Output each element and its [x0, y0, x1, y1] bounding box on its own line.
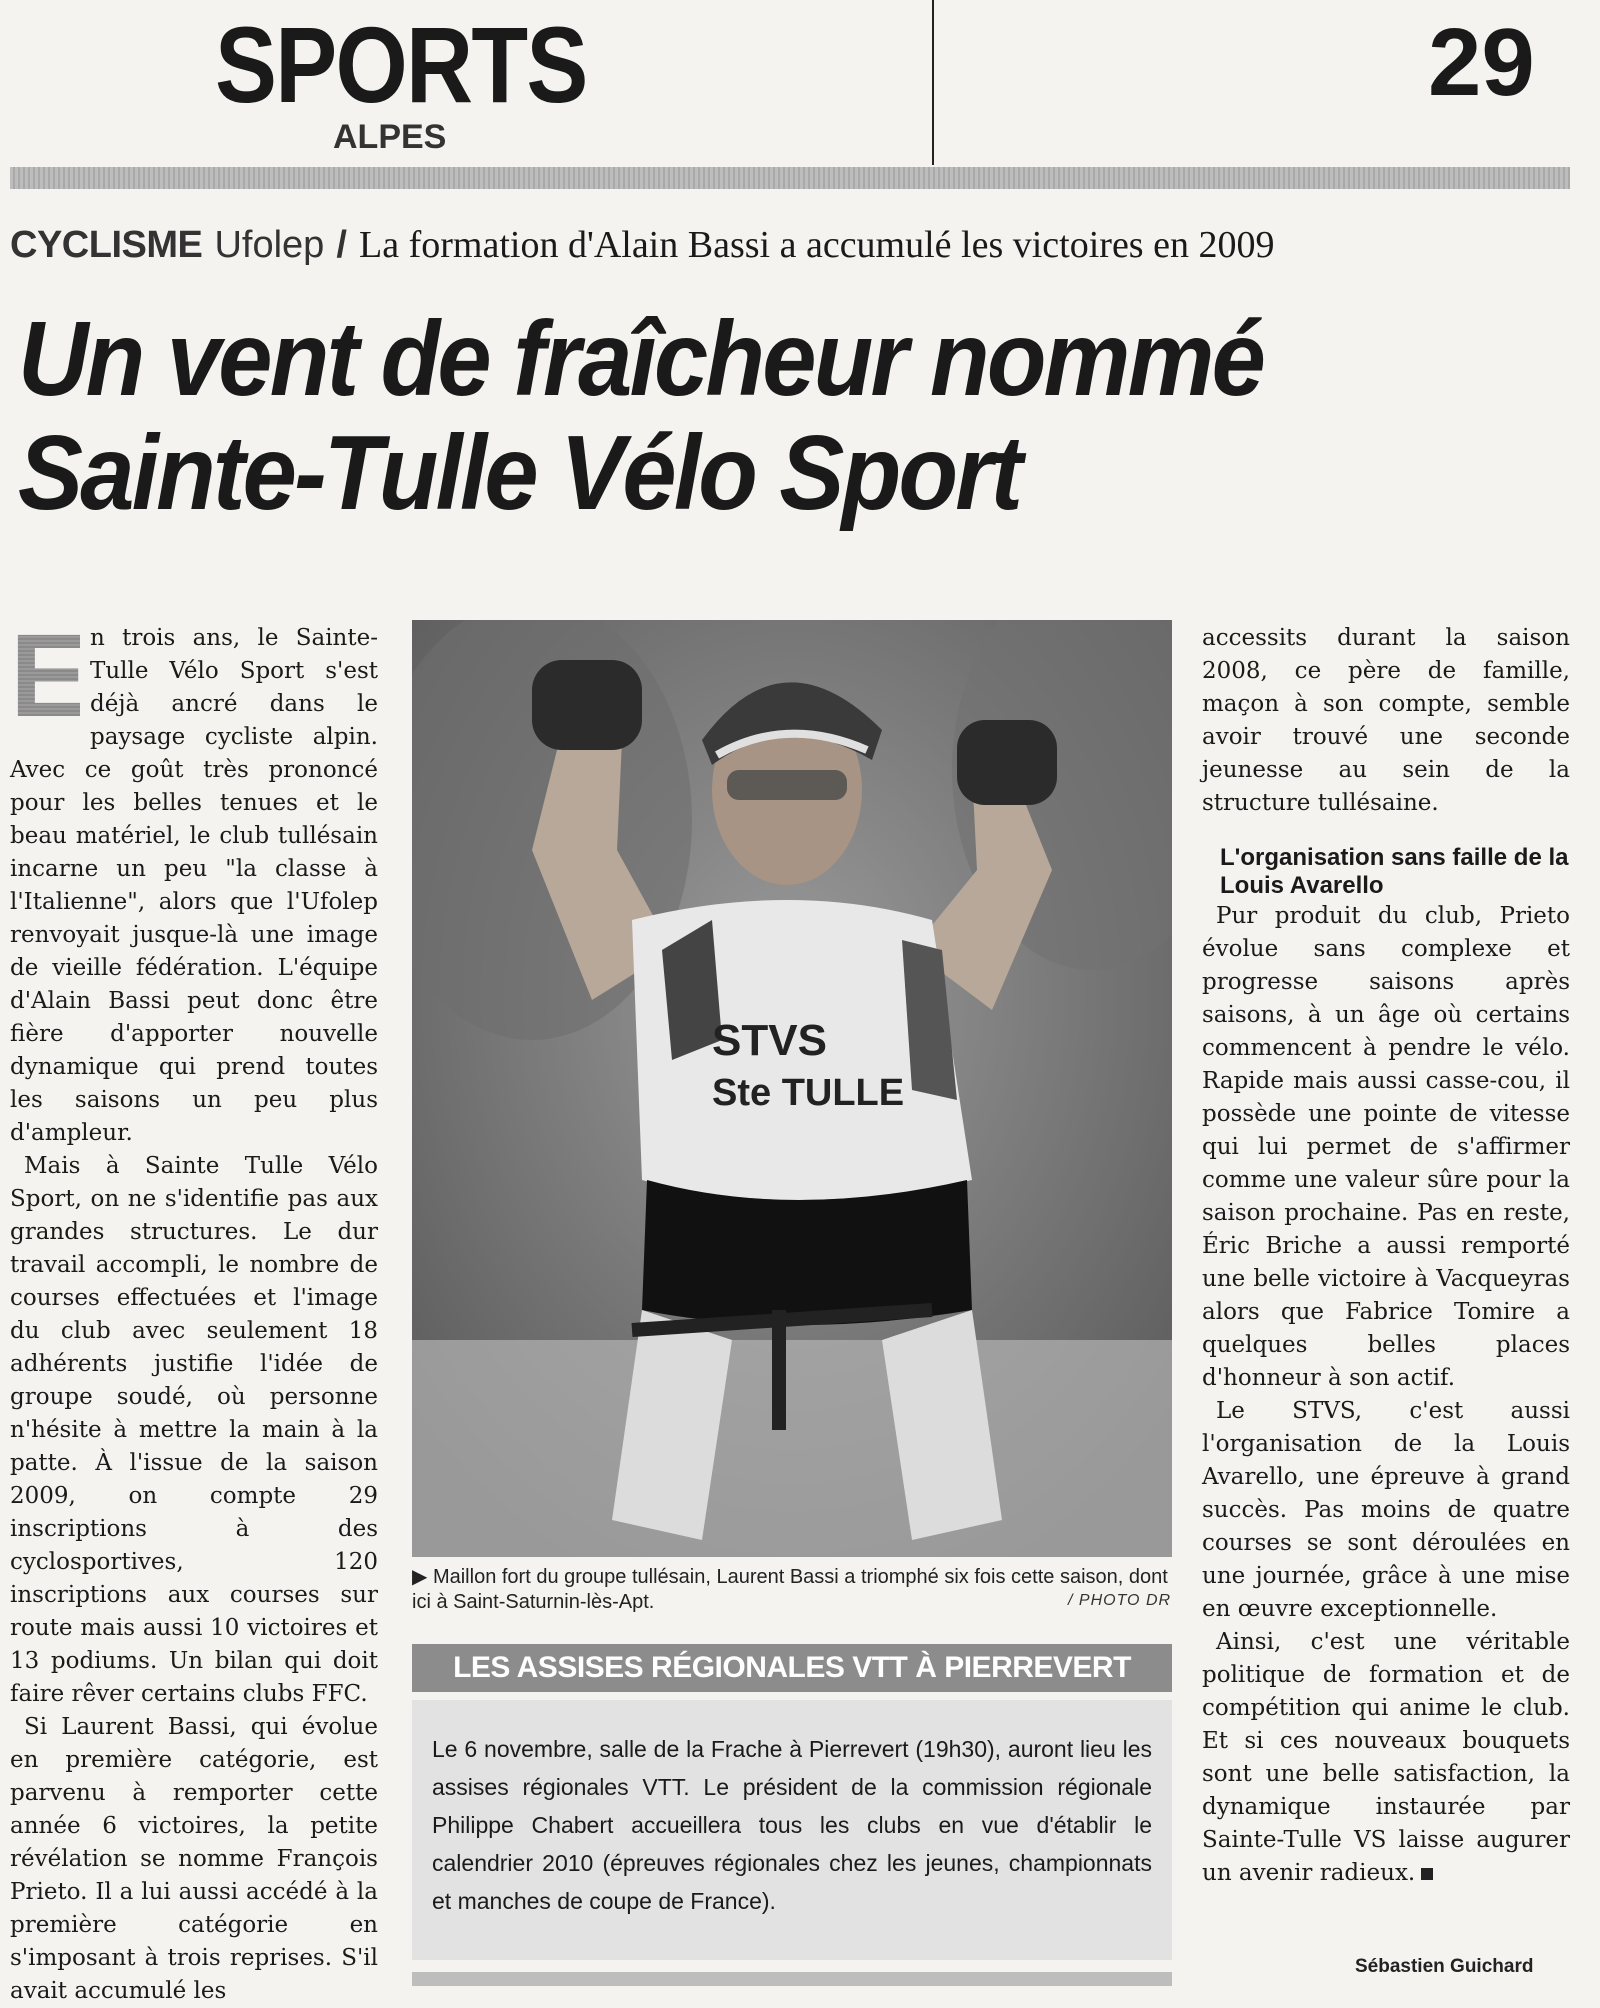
headline	[18, 302, 1490, 530]
article-paragraph: Pur produit du club, Prieto évolue sans complexe et progresse saisons après saisons, à un âge où certains commencent à pendre le vélo. Rapide mais aussi casse-cou, il possède une pointe de vitesse qui lui permet de s'affirmer comme une valeur sûre pour la saison prochaine. Pas en reste, Éric Briche a aussi remporté une belle victoire à Vacqueyras alors que Fabrice Tomire a quelques belles places d'honneur à son actif.	[1202, 903, 1570, 1391]
photo-credit: / PHOTO DR	[1068, 1592, 1172, 1609]
kicker-text: La formation d'Alain Bassi a accumulé les victoires en 2009	[359, 224, 1275, 266]
header-divider	[932, 0, 934, 165]
section-title: SPORTS	[215, 4, 587, 125]
article-paragraph: E n trois ans, le Sainte-Tulle Vélo Sport s'est déjà ancré dans le paysage cycliste alpin. Avec ce goût très prononcé pour les belles tenues et le beau matériel, le club tullésain incarne un peu "la classe à l'Italienne", alors que l'Ufolep renvoyait jusque-là une image de vieille fédération. L'équipe d'Alain Bassi peut donc être fière d'apporter nouvelle dynamique qui prend toutes les saisons un peu plus d'ampleur.	[10, 610, 378, 1146]
article-paragraph: Ainsi, c'est une véritable politique de formation et de compétition qui anime le club. Et si ces nouveaux bouquets sont une belle satisfaction, la dynamique instaurée par Sainte-Tulle VS laisse augurer un avenir radieux.	[1202, 1629, 1570, 1886]
cyclist-photo	[412, 620, 1172, 1557]
end-mark-icon	[1421, 1868, 1433, 1880]
kicker-subsection: Ufolep	[214, 224, 325, 266]
kicker-section: CYCLISME	[10, 224, 203, 266]
jersey-text-2: Ste TULLE	[712, 1072, 905, 1114]
drop-cap: E	[10, 610, 89, 742]
article-column-3	[1202, 622, 1570, 1890]
header-rule	[10, 167, 1570, 189]
article-paragraph: accessits durant la saison 2008, ce père de famille, maçon à son compte, semble avoir trouvé une seconde jeunesse au sein de la structure tullésaine.	[1202, 625, 1570, 816]
article-column-1	[10, 610, 378, 2008]
article-paragraph: Si Laurent Bassi, qui évolue en première catégorie, est parvenu à remporter cette année 6 victoires, la petite révélation se nomme François Prieto. Il a lui aussi accédé à la première catégorie en s'imposant à trois reprises. S'il avait accumulé les	[10, 1714, 378, 2004]
caption-marker-icon: ▶	[412, 1566, 428, 1588]
region-label: ALPES	[333, 118, 447, 156]
kicker-separator: /	[336, 224, 347, 266]
author-signature: Sébastien Guichard	[1355, 1956, 1534, 1977]
cyclist-illustration	[412, 620, 1172, 1557]
box-title: LES ASSISES RÉGIONALES VTT À PIERREVERT	[412, 1644, 1172, 1692]
headline-line-2: Sainte-Tulle Vélo Sport	[18, 414, 1021, 532]
box-bottom-rule	[412, 1972, 1172, 1986]
article-paragraph: Le STVS, c'est aussi l'organisation de la Louis Avarello, une épreuve à grand succès. Pas moins de quatre courses se sont déroulées en une journée, grâce à une mise en œuvre exceptionnelle.	[1202, 1398, 1570, 1622]
article-paragraph: Mais à Sainte Tulle Vélo Sport, on ne s'identifie pas aux grandes structures. Le dur travail accompli, le nombre de courses effectuées et l'image du club avec seulement 18 adhérents justifie l'idée de groupe soudé, où personne n'hésite à mettre la main à la patte. À l'issue de la saison 2009, on compte 29 inscriptions à des cyclosportives, 120 inscriptions aux courses sur route mais aussi 10 victoires et 13 podiums. Un bilan qui doit faire rêver certains clubs FFC.	[10, 1153, 378, 1707]
page-number: 29	[1428, 9, 1535, 116]
jersey-text: STVS	[712, 1016, 827, 1065]
headline-line-1: Un vent de fraîcheur nommé	[18, 300, 1264, 418]
article-subhead: L'organisation sans faille de la Louis Avarello	[1220, 844, 1569, 899]
kicker	[10, 222, 1274, 267]
box-body: Le 6 novembre, salle de la Frache à Pierrevert (19h30), auront lieu les assises régionales VTT. Le président de la commission régionale Philippe Chabert accueillera tous les clubs en vue d'établir le calendrier 2010 (épreuves régionales chez les jeunes, championnats et manches de coupe de France).	[412, 1700, 1172, 1960]
photo-caption: ▶ Maillon fort du groupe tullésain, Laurent Bassi a triomphé six fois cette saison, dont ici à Saint-Saturnin-lès-Apt.	[412, 1566, 1168, 1613]
